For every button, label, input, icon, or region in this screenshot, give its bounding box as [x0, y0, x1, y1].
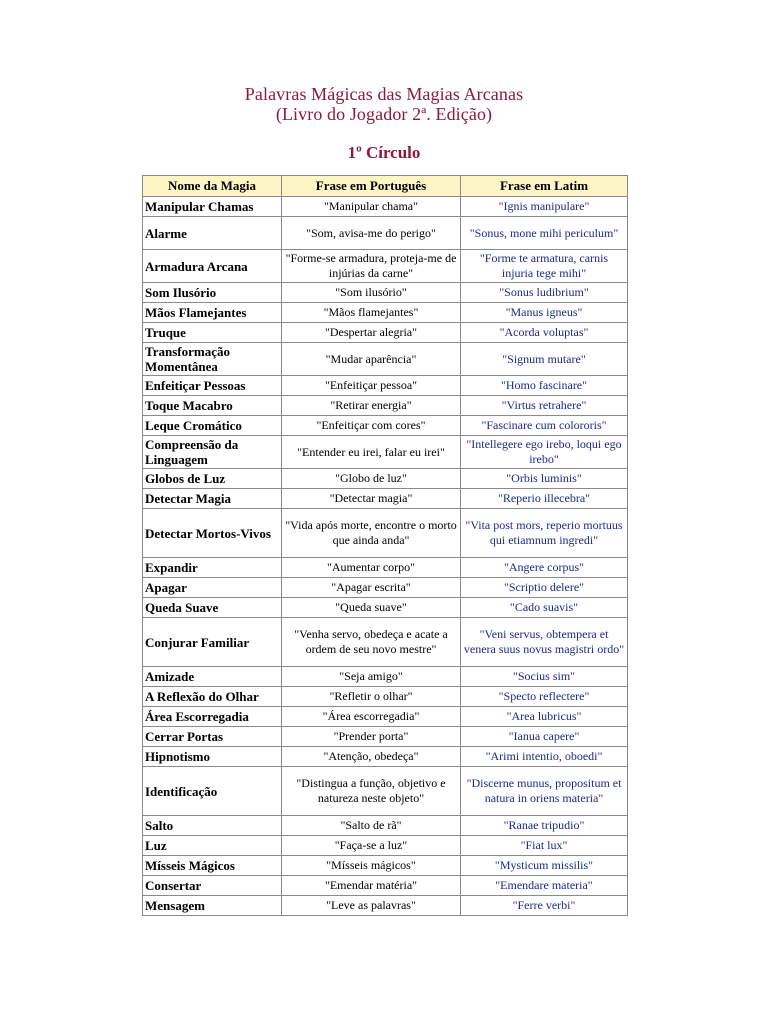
spell-name-cell: Expandir	[143, 558, 282, 578]
latin-phrase-cell: "Fascinare cum colororis"	[461, 416, 628, 436]
table-body	[143, 197, 628, 916]
latin-phrase-cell: "Cado suavis"	[461, 598, 628, 618]
latin-phrase-cell: "Area lubricus"	[461, 707, 628, 727]
title-line-1: Palavras Mágicas das Magias Arcanas	[244, 84, 524, 104]
table-row	[143, 436, 628, 469]
portuguese-phrase-cell: "Mudar aparência"	[282, 343, 461, 376]
spells-table	[142, 175, 628, 916]
header-portuguese: Frase em Português	[282, 176, 461, 197]
portuguese-phrase-cell: "Apagar escrita"	[282, 578, 461, 598]
latin-phrase-cell: "Virtus retrahere"	[461, 396, 628, 416]
section-heading: 1º Círculo	[347, 143, 421, 162]
portuguese-phrase-cell: "Forme-se armadura, proteja-me de injúrias da carne"	[282, 250, 461, 283]
portuguese-phrase-cell: "Aumentar corpo"	[282, 558, 461, 578]
portuguese-phrase-cell: "Seja amigo"	[282, 667, 461, 687]
header-spell-name: Nome da Magia	[143, 176, 282, 197]
latin-phrase-cell: "Veni servus, obtempera et venera suus novus magistri ordo"	[461, 618, 628, 667]
spell-name-cell: Amizade	[143, 667, 282, 687]
header-latin: Frase em Latim	[461, 176, 628, 197]
table-header-row	[143, 176, 628, 197]
spell-name-cell: Detectar Mortos-Vivos	[143, 509, 282, 558]
table-row	[143, 896, 628, 916]
spell-name-cell: Cerrar Portas	[143, 727, 282, 747]
spell-name-cell: Apagar	[143, 578, 282, 598]
portuguese-phrase-cell: "Mãos flamejantes"	[282, 303, 461, 323]
latin-phrase-cell: "Sonus, mone mihi periculum"	[461, 217, 628, 250]
spell-name-cell: Alarme	[143, 217, 282, 250]
portuguese-phrase-cell: "Som, avisa-me do perigo"	[282, 217, 461, 250]
latin-phrase-cell: "Vita post mors, reperio mortuus qui etiamnum ingredi"	[461, 509, 628, 558]
portuguese-phrase-cell: "Salto de rã"	[282, 816, 461, 836]
latin-phrase-cell: "Ignis manipulare"	[461, 197, 628, 217]
portuguese-phrase-cell: "Área escorregadia"	[282, 707, 461, 727]
table-row	[143, 509, 628, 558]
latin-phrase-cell: "Fiat lux"	[461, 836, 628, 856]
spell-name-cell: Compreensão da Linguagem	[143, 436, 282, 469]
spell-name-cell: Conjurar Familiar	[143, 618, 282, 667]
spell-name-cell: Consertar	[143, 876, 282, 896]
spell-name-cell: Toque Macabro	[143, 396, 282, 416]
portuguese-phrase-cell: "Faça-se a luz"	[282, 836, 461, 856]
latin-phrase-cell: "Ranae tripudio"	[461, 816, 628, 836]
latin-phrase-cell: "Manus igneus"	[461, 303, 628, 323]
table-row	[143, 856, 628, 876]
spell-name-cell: Identificação	[143, 767, 282, 816]
spell-name-cell: Mãos Flamejantes	[143, 303, 282, 323]
table-row	[143, 303, 628, 323]
table-row	[143, 578, 628, 598]
latin-phrase-cell: "Orbis luminis"	[461, 469, 628, 489]
latin-phrase-cell: "Mysticum missilis"	[461, 856, 628, 876]
table-row	[143, 667, 628, 687]
spell-name-cell: Salto	[143, 816, 282, 836]
latin-phrase-cell: "Angere corpus"	[461, 558, 628, 578]
spell-name-cell: Mensagem	[143, 896, 282, 916]
table-row	[143, 343, 628, 376]
spell-name-cell: Transformação Momentânea	[143, 343, 282, 376]
portuguese-phrase-cell: "Emendar matéria"	[282, 876, 461, 896]
table-row	[143, 376, 628, 396]
latin-phrase-cell: "Socius sim"	[461, 667, 628, 687]
table-row	[143, 250, 628, 283]
spell-name-cell: Globos de Luz	[143, 469, 282, 489]
portuguese-phrase-cell: "Enfeitiçar pessoa"	[282, 376, 461, 396]
latin-phrase-cell: "Discerne munus, propositum et natura in oriens materia"	[461, 767, 628, 816]
latin-phrase-cell: "Ianua capere"	[461, 727, 628, 747]
table-row	[143, 618, 628, 667]
table-row	[143, 727, 628, 747]
portuguese-phrase-cell: "Leve as palavras"	[282, 896, 461, 916]
latin-phrase-cell: "Ferre verbi"	[461, 896, 628, 916]
table-row	[143, 836, 628, 856]
portuguese-phrase-cell: "Distingua a função, objetivo e natureza neste objeto"	[282, 767, 461, 816]
portuguese-phrase-cell: "Vida após morte, encontre o morto que ainda anda"	[282, 509, 461, 558]
spell-name-cell: A Reflexão do Olhar	[143, 687, 282, 707]
spell-name-cell: Leque Cromático	[143, 416, 282, 436]
table-row	[143, 469, 628, 489]
table-row	[143, 707, 628, 727]
portuguese-phrase-cell: "Retirar energia"	[282, 396, 461, 416]
table-row	[143, 323, 628, 343]
latin-phrase-cell: "Acorda voluptas"	[461, 323, 628, 343]
table-row	[143, 489, 628, 509]
latin-phrase-cell: "Emendare materia"	[461, 876, 628, 896]
table-row	[143, 876, 628, 896]
latin-phrase-cell: "Homo fascinare"	[461, 376, 628, 396]
table-row	[143, 816, 628, 836]
spell-name-cell: Som Ilusório	[143, 283, 282, 303]
table-row	[143, 217, 628, 250]
portuguese-phrase-cell: "Manipular chama"	[282, 197, 461, 217]
latin-phrase-cell: "Signum mutare"	[461, 343, 628, 376]
table-row	[143, 558, 628, 578]
latin-phrase-cell: "Specto reflectere"	[461, 687, 628, 707]
portuguese-phrase-cell: "Venha servo, obedeça e acate a ordem de seu novo mestre"	[282, 618, 461, 667]
spell-name-cell: Área Escorregadia	[143, 707, 282, 727]
latin-phrase-cell: "Reperio illecebra"	[461, 489, 628, 509]
latin-phrase-cell: "Intellegere ego irebo, loqui ego irebo"	[461, 436, 628, 469]
spell-name-cell: Hipnotismo	[143, 747, 282, 767]
table-row	[143, 416, 628, 436]
latin-phrase-cell: "Forme te armatura, carnis injuria tege mihi"	[461, 250, 628, 283]
spell-name-cell: Enfeitiçar Pessoas	[143, 376, 282, 396]
portuguese-phrase-cell: "Queda suave"	[282, 598, 461, 618]
table-row	[143, 747, 628, 767]
portuguese-phrase-cell: "Enfeitiçar com cores"	[282, 416, 461, 436]
portuguese-phrase-cell: "Entender eu irei, falar eu irei"	[282, 436, 461, 469]
table-row	[143, 767, 628, 816]
document-title	[0, 84, 768, 124]
latin-phrase-cell: "Sonus ludibrium"	[461, 283, 628, 303]
spell-name-cell: Manipular Chamas	[143, 197, 282, 217]
latin-phrase-cell: "Scriptio delere"	[461, 578, 628, 598]
table-row	[143, 283, 628, 303]
portuguese-phrase-cell: "Mísseis mágicos"	[282, 856, 461, 876]
title-line-2: (Livro do Jogador 2ª. Edição)	[275, 104, 493, 124]
spell-name-cell: Detectar Magia	[143, 489, 282, 509]
table-row	[143, 687, 628, 707]
portuguese-phrase-cell: "Globo de luz"	[282, 469, 461, 489]
portuguese-phrase-cell: "Refletir o olhar"	[282, 687, 461, 707]
table-row	[143, 396, 628, 416]
portuguese-phrase-cell: "Despertar alegria"	[282, 323, 461, 343]
latin-phrase-cell: "Arimi intentio, oboedi"	[461, 747, 628, 767]
spell-name-cell: Luz	[143, 836, 282, 856]
portuguese-phrase-cell: "Prender porta"	[282, 727, 461, 747]
spell-name-cell: Armadura Arcana	[143, 250, 282, 283]
table-row	[143, 598, 628, 618]
table-row	[143, 197, 628, 217]
spell-name-cell: Truque	[143, 323, 282, 343]
portuguese-phrase-cell: "Atenção, obedeça"	[282, 747, 461, 767]
spell-name-cell: Queda Suave	[143, 598, 282, 618]
portuguese-phrase-cell: "Som ilusório"	[282, 283, 461, 303]
portuguese-phrase-cell: "Detectar magia"	[282, 489, 461, 509]
spell-name-cell: Mísseis Mágicos	[143, 856, 282, 876]
